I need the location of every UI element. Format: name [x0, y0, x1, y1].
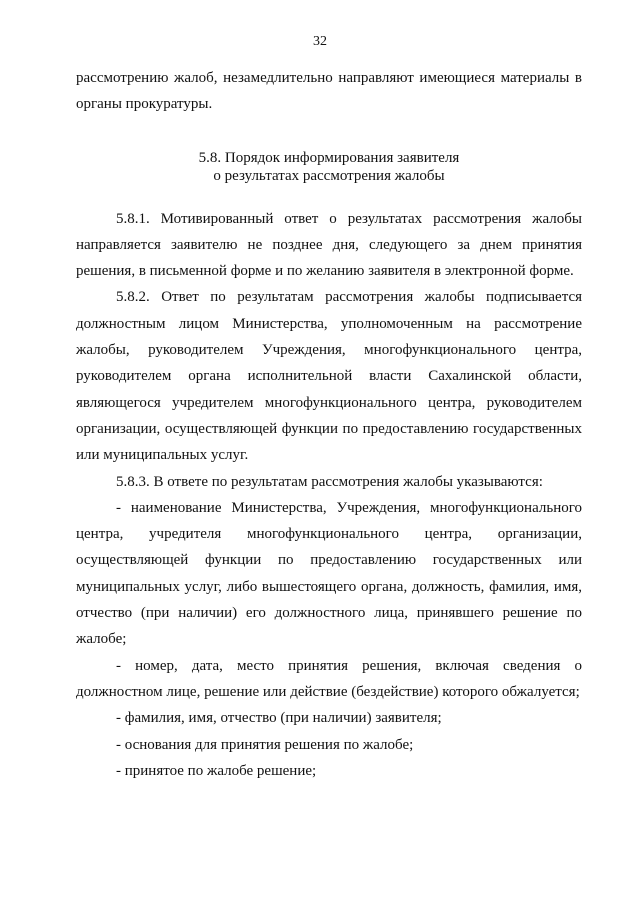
page-number: 32	[313, 34, 327, 49]
section-heading-line-2: о результатах рассмотрения жалобы	[213, 167, 445, 184]
list-item-grounds: - основания для принятия решения по жалобе;	[116, 736, 414, 753]
list-item-organization: - наименование Министерства, Учреждения, многофункционального центра, учредителя многофункционального центра, организации, осуществляющей функции по предоставлению государственных или муниципальных услуг, либо вышестоящего органа, должность, фамилия, имя, отчество (при наличии) его должностного лица, принявшего решение по жалобе;	[76, 499, 582, 648]
list-item-decision: - принятое по жалобе решение;	[116, 762, 317, 779]
paragraph-5-8-1: 5.8.1. Мотивированный ответ о результатах рассмотрения жалобы направляется заявителю не позднее дня, следующего за днем принятия решения, в письменной форме и по желанию заявителя в электронной форме.	[76, 210, 582, 280]
list-item-applicant-name: - фамилия, имя, отчество (при наличии) заявителя;	[116, 710, 442, 727]
list-item-decision-details: - номер, дата, место принятия решения, включая сведения о должностном лице, решение или действие (бездействие) которого обжалуется;	[76, 657, 582, 700]
section-heading-line-1: 5.8. Порядок информирования заявителя	[198, 149, 460, 166]
paragraph-5-8-3: 5.8.3. В ответе по результатам рассмотрения жалобы указываются:	[116, 473, 543, 490]
section-heading	[76, 149, 582, 185]
paragraph-5-8-2: 5.8.2. Ответ по результатам рассмотрения жалобы подписывается должностным лицом Министерства, уполномоченным на рассмотрение жалобы, руководителем Учреждения, многофункционального центра, руководителем органа исполнительной власти Сахалинской области, являющегося учредителем многофункционального центра, руководителем организации, осуществляющей функции по предоставлению государственных или муниципальных услуг.	[76, 289, 582, 464]
document-body	[76, 65, 582, 784]
paragraph-continuation: рассмотрению жалоб, незамедлительно направляют имеющиеся материалы в органы прокуратуры.	[76, 70, 582, 113]
